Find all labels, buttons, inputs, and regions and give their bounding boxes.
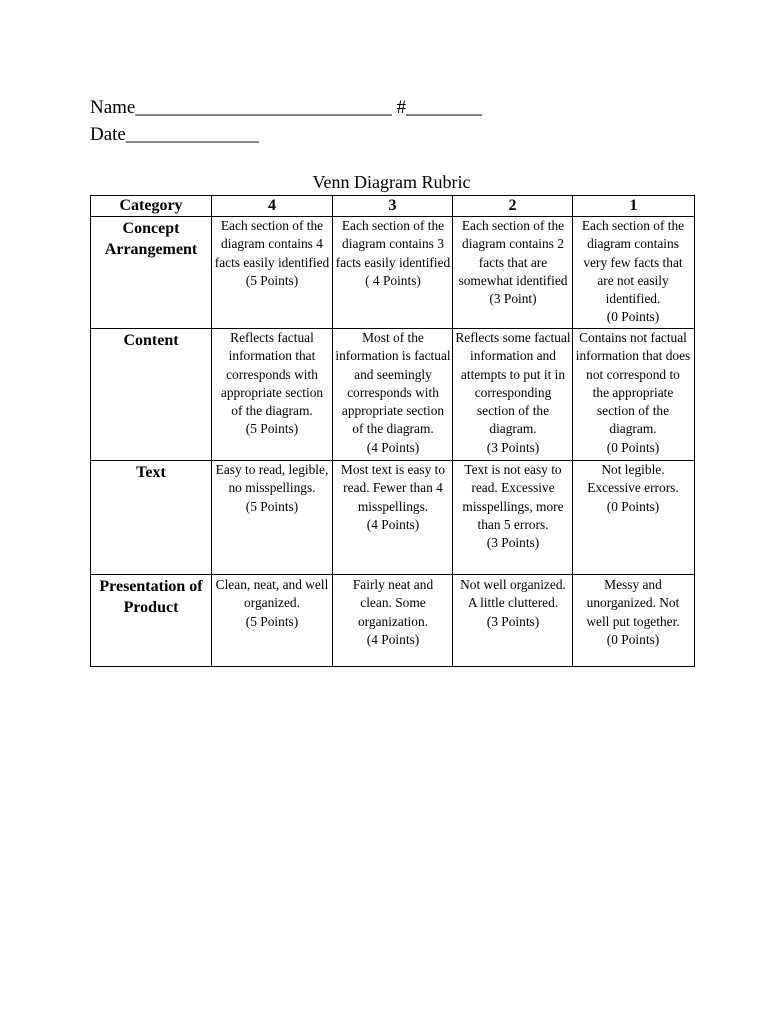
criteria-text-line: clean. Some (360, 595, 426, 611)
criteria-cell-score-3 (333, 461, 453, 575)
criteria-text-line: (0 Points) (606, 309, 660, 325)
criteria-text-line: not correspond to (586, 366, 680, 382)
category-cell (91, 329, 212, 461)
criteria-text (212, 461, 333, 516)
criteria-text (333, 461, 453, 534)
criteria-text-line: misspellings. (357, 498, 429, 514)
criteria-text (333, 329, 453, 457)
criteria-text-line: Fairly neat and (352, 577, 434, 592)
criteria-text (333, 576, 453, 649)
criteria-text-line: diagram. (489, 421, 537, 437)
criteria-text (453, 329, 573, 457)
criteria-text-line: facts easily identified (214, 254, 330, 270)
header-score-4: 4 (212, 196, 333, 217)
criteria-text (212, 576, 333, 631)
criteria-text-line: diagram contains 4 (221, 236, 323, 252)
category-cell (91, 217, 212, 329)
criteria-text-line: Excessive errors. (587, 480, 679, 496)
criteria-text-line: the appropriate (592, 384, 674, 400)
criteria-text-line: Most text is easy to (340, 462, 446, 477)
category-label-line: Concept (122, 220, 180, 237)
criteria-text-line: section of the (596, 403, 670, 419)
criteria-text-line: information that (228, 348, 316, 364)
rubric-header-row (91, 196, 695, 217)
criteria-text-line: ( 4 Points) (365, 272, 421, 288)
criteria-text-line: Messy and (604, 577, 662, 592)
criteria-text-line: information and (470, 348, 556, 364)
criteria-text-line: Reflects some factual (455, 330, 571, 345)
category-cell (91, 461, 212, 575)
criteria-text-line: well put together. (586, 613, 680, 629)
rubric-title: Venn Diagram Rubric (312, 172, 471, 192)
criteria-text-line: corresponds with (226, 366, 318, 382)
criteria-text-line: organized. (244, 595, 300, 611)
criteria-text-line: information that does (575, 348, 691, 364)
criteria-text (573, 329, 695, 457)
row-presentation-of-product (91, 575, 695, 667)
row-concept-arrangement (91, 217, 695, 329)
criteria-text-line: Each section of the (461, 218, 565, 233)
criteria-cell-score-2 (453, 217, 573, 329)
criteria-cell-score-4 (212, 575, 333, 667)
criteria-text-line: are not easily (597, 272, 669, 288)
criteria-text-line: misspellings, more (462, 498, 564, 514)
criteria-text-line: diagram contains 3 (342, 236, 444, 252)
criteria-text-line: Each section of the (581, 218, 685, 233)
criteria-text-line: Most of the (362, 330, 424, 345)
criteria-text-line: section of the (476, 403, 550, 419)
criteria-text-line: A little cluttered. (467, 595, 559, 611)
criteria-cell-score-3 (333, 217, 453, 329)
criteria-text-line: (3 Points) (486, 439, 540, 455)
criteria-text-line: facts easily identified (335, 254, 451, 270)
criteria-text-line: Not well organized. (460, 577, 566, 592)
criteria-text-line: Reflects factual (230, 330, 314, 345)
criteria-text-line: (5 Points) (245, 272, 299, 288)
criteria-text (453, 217, 573, 308)
criteria-text-line: (3 Points) (486, 613, 540, 629)
criteria-text-line: (3 Point) (489, 291, 537, 307)
criteria-cell-score-2 (453, 461, 573, 575)
criteria-text-line: diagram. (609, 421, 657, 437)
criteria-text-line: (4 Points) (366, 516, 420, 532)
criteria-text-line: appropriate section (220, 384, 324, 400)
criteria-text-line: diagram contains (587, 236, 679, 252)
criteria-text-line: corresponds with (347, 384, 439, 400)
criteria-text-line: of the diagram. (352, 421, 434, 437)
criteria-text-line: information is factual (335, 348, 451, 364)
row-content (91, 329, 695, 461)
criteria-text-line: unorganized. Not (586, 595, 680, 611)
category-label-line: Content (123, 332, 179, 349)
criteria-text-line: (0 Points) (606, 498, 660, 514)
criteria-text-line: of the diagram. (231, 403, 313, 419)
rubric-table (90, 195, 695, 667)
criteria-text (573, 576, 695, 649)
criteria-text-line: than 5 errors. (477, 516, 549, 532)
criteria-text-line: organization. (357, 613, 429, 629)
criteria-cell-score-2 (453, 329, 573, 461)
criteria-cell-score-3 (333, 329, 453, 461)
header-score-3: 3 (333, 196, 453, 217)
date-field-line: Date______________ (90, 124, 259, 145)
name-field-line: Name___________________________ #________ (90, 97, 483, 118)
criteria-cell-score-1 (573, 217, 695, 329)
row-text (91, 461, 695, 575)
criteria-text-line: (5 Points) (245, 498, 299, 514)
category-label-line: Presentation of (99, 578, 203, 595)
criteria-text-line: Not legible. (601, 462, 665, 477)
criteria-cell-score-1 (573, 461, 695, 575)
criteria-text-line: (3 Points) (486, 535, 540, 551)
criteria-text-line: (4 Points) (366, 439, 420, 455)
category-label-line: Text (136, 464, 166, 481)
criteria-text-line: Text is not easy to (464, 462, 562, 477)
category-label-line: Arrangement (104, 241, 198, 258)
criteria-text (212, 329, 333, 439)
criteria-text-line: (0 Points) (606, 631, 660, 647)
criteria-text-line: attempts to put it in (460, 366, 566, 382)
criteria-text-line: no misspellings. (228, 480, 316, 496)
criteria-text-line: Easy to read, legible, (215, 462, 329, 477)
criteria-text-line: somewhat identified (458, 272, 568, 288)
criteria-text (453, 576, 573, 631)
header-score-1: 1 (573, 196, 695, 217)
criteria-text (573, 217, 695, 327)
criteria-cell-score-4 (212, 461, 333, 575)
criteria-text-line: facts that are (478, 254, 548, 270)
criteria-text-line: (4 Points) (366, 631, 420, 647)
criteria-text-line: very few facts that (583, 254, 683, 270)
criteria-cell-score-1 (573, 575, 695, 667)
criteria-text (453, 461, 573, 552)
category-label-line: Product (123, 599, 179, 616)
criteria-text-line: read. Fewer than 4 (343, 480, 443, 496)
criteria-text-line: Clean, neat, and well (215, 577, 329, 592)
criteria-text-line: (0 Points) (606, 439, 660, 455)
criteria-text (333, 217, 453, 290)
header-score-2: 2 (453, 196, 573, 217)
criteria-text-line: Each section of the (220, 218, 324, 233)
criteria-text (573, 461, 695, 516)
criteria-text-line: corresponding (474, 384, 552, 400)
criteria-cell-score-1 (573, 329, 695, 461)
criteria-text-line: read. Excessive (471, 480, 555, 496)
criteria-cell-score-3 (333, 575, 453, 667)
criteria-text-line: appropriate section (341, 403, 445, 419)
criteria-text-line: and seemingly (354, 366, 432, 382)
criteria-text-line: (5 Points) (245, 421, 299, 437)
criteria-text-line: diagram contains 2 (462, 236, 564, 252)
criteria-text (212, 217, 333, 290)
criteria-cell-score-4 (212, 329, 333, 461)
criteria-text-line: (5 Points) (245, 613, 299, 629)
criteria-text-line: Contains not factual (579, 330, 687, 345)
criteria-cell-score-4 (212, 217, 333, 329)
criteria-text-line: Each section of the (341, 218, 445, 233)
criteria-cell-score-2 (453, 575, 573, 667)
criteria-text-line: identified. (605, 291, 661, 307)
header-category: Category (91, 196, 212, 217)
category-cell (91, 575, 212, 667)
